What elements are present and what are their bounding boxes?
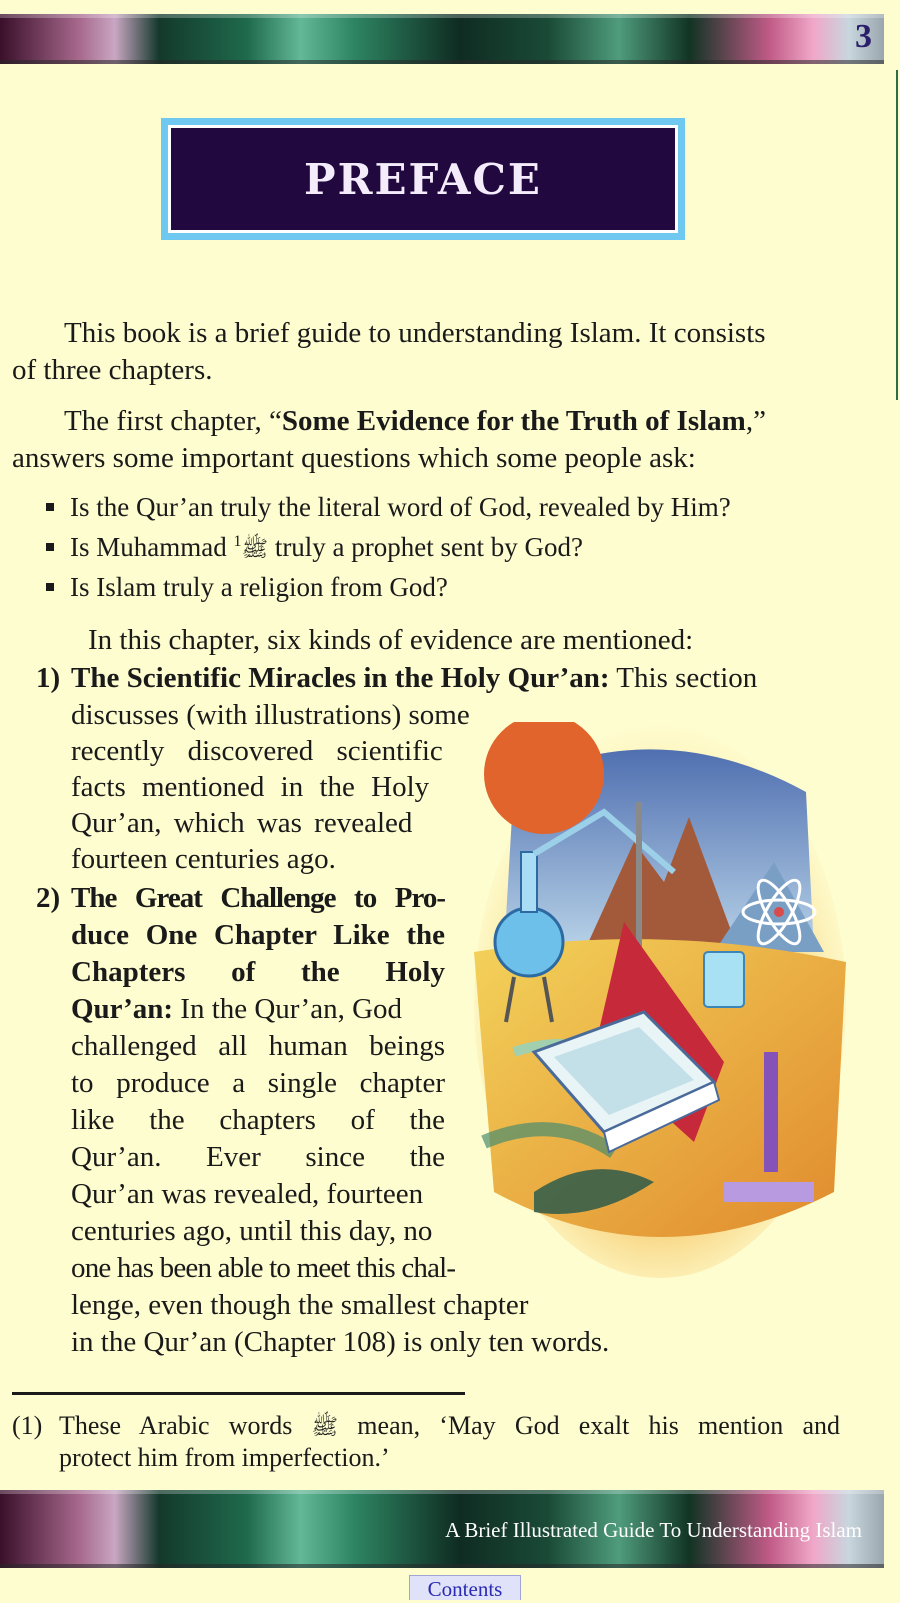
chapter1-paragraph [12, 403, 852, 477]
header-banner [0, 14, 884, 64]
intro-paragraph [12, 315, 842, 389]
margin-rule [896, 70, 898, 400]
chapter1-line-2: answers some important questions which some people ask: [12, 442, 696, 474]
item-2-title-rest: In the Qur’an, God [173, 993, 403, 1025]
text-line: like the chapters of the [71, 1104, 445, 1136]
item-2-body [71, 1028, 445, 1176]
salawat-symbol: ﷺ [241, 536, 269, 561]
text-line: to produce a single chapter [71, 1067, 445, 1099]
bullet-text [46, 529, 583, 567]
footnote-text-before: These Arabic words [59, 1411, 312, 1440]
footnote-separator [12, 1392, 465, 1395]
chapter1-line-1 [12, 403, 852, 440]
item-2-title-end [71, 991, 402, 1028]
footnote [12, 1410, 840, 1473]
footnote-ref[interactable]: 1 [233, 533, 242, 550]
chapter1-lead: The first chapter, “ [64, 405, 282, 437]
text-line: Qur’an, which was revealed [71, 807, 413, 839]
text-line: facts mentioned in the Holy [71, 771, 430, 803]
book-title: A Brief Illustrated Guide To Understanding Islam [445, 1518, 862, 1542]
item-number: 2) [36, 882, 61, 914]
intro-line-2: of three chapters. [12, 354, 213, 386]
bullet-text: Is Islam truly a religion from God? [70, 572, 448, 602]
text-line: centuries ago, until this day, no [71, 1215, 433, 1247]
text-line: recently discovered scientific [71, 735, 443, 767]
intro-line-1: This book is a brief guide to understanding Islam. It consists [64, 317, 766, 349]
chapter1-bold-title: Some Evidence for the Truth of Islam [281, 405, 746, 437]
text-line: Qur’an. Ever since the [71, 1141, 445, 1173]
evidence-intro: In this chapter, six kinds of evidence are mentioned: [88, 624, 694, 656]
text-line: discusses (with illustrations) some [71, 699, 470, 731]
text-line: The Great Challenge to Pro- [71, 882, 445, 914]
bullet-item [46, 529, 583, 567]
item-1-body [71, 697, 470, 877]
contents-button[interactable]: Contents [409, 1575, 521, 1600]
footnote-line-1 [12, 1410, 840, 1442]
footnote-marker: (1) [12, 1411, 43, 1440]
bullet-item [46, 489, 731, 525]
bullet-text-after: truly a prophet sent by God? [268, 532, 583, 562]
page-number: 3 [855, 18, 872, 55]
title-frame [161, 118, 685, 240]
text-line: duce One Chapter Like the [71, 919, 445, 951]
item-number: 1) [36, 662, 61, 694]
microscope-shape [764, 1052, 778, 1172]
footnote-text-after: mean, ‘May God exalt his mention and [338, 1411, 840, 1440]
bullet-text-before: Is Muhammad [70, 532, 234, 562]
item-2-title-last: Qur’an: [71, 993, 174, 1025]
chapter1-tail: ,” [745, 405, 766, 437]
item-1-title: The Scientific Miracles in the Holy Qur’an: [71, 662, 610, 694]
text-line: in the Qur’an (Chapter 108) is only ten words. [71, 1326, 610, 1358]
science-quran-illustration [474, 722, 846, 1278]
text-line: Chapters of the Holy [71, 956, 445, 988]
text-line: challenged all human beings [71, 1030, 445, 1062]
text-line: one has been able to meet this chal- [71, 1252, 456, 1284]
text-line: lenge, even though the smallest chapter [71, 1289, 529, 1321]
bullet-text: Is the Qur’an truly the literal word of God, revealed by Him? [70, 492, 731, 522]
item-1-heading [71, 660, 841, 697]
item-2-title [71, 880, 445, 991]
bullet-item [46, 569, 448, 605]
item-1-first-line-rest: This section [609, 662, 758, 694]
page-title: PREFACE [168, 125, 678, 233]
text-line: fourteen centuries ago. [71, 843, 336, 875]
footnote-text [59, 1410, 840, 1442]
text-line: Qur’an was revealed, fourteen [71, 1178, 424, 1210]
flask-shape [495, 908, 563, 976]
salawat-symbol: ﷺ [311, 1414, 339, 1439]
beaker-shape [704, 952, 744, 1007]
footnote-line-2: protect him from imperfection.’ [59, 1443, 390, 1472]
footer-banner [0, 1490, 884, 1568]
